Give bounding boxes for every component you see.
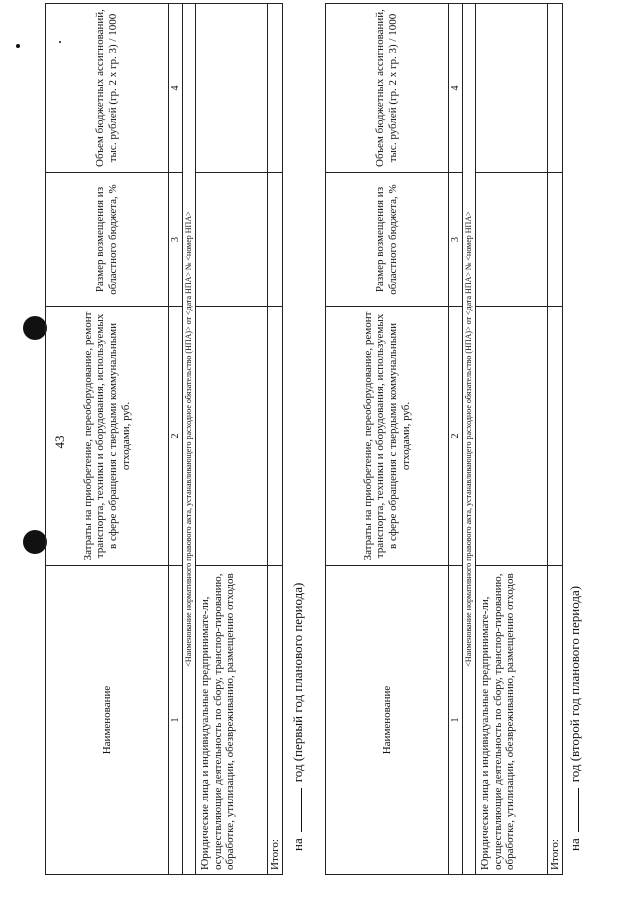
column-number: 2 — [169, 307, 183, 566]
total-volume[interactable] — [268, 4, 283, 173]
column-number: 2 — [449, 307, 463, 566]
cell-costs[interactable] — [476, 307, 548, 566]
cell-costs[interactable] — [196, 307, 268, 566]
cell-reimbursement[interactable] — [196, 173, 268, 307]
page-number: 43 — [52, 435, 67, 449]
column-number: 1 — [449, 566, 463, 875]
scan-speck — [16, 44, 20, 48]
header-name: Наименование — [46, 566, 169, 875]
budget-table-2 — [325, 3, 563, 875]
total-costs[interactable] — [548, 307, 563, 566]
total-label: Итого: — [268, 566, 283, 875]
year-blank[interactable] — [568, 788, 579, 832]
header-volume: Объем бюджетных ассигнований, тыс. рублей (гр. 2 х гр. 3) / 1000 — [46, 4, 169, 173]
header-reimbursement: Размер возмещения из областного бюджета, % — [326, 173, 449, 307]
cell-volume[interactable] — [196, 4, 268, 173]
header-name: Наименование — [326, 566, 449, 875]
row-label: Юридические лица и индивидуальные предпринимате-ли, осуществляющие деятельность по сбору, транспор-тированию, обработке, утилизации, обезвреживанию, размещению отходов — [476, 566, 548, 875]
total-reimbursement[interactable] — [268, 173, 283, 307]
total-volume[interactable] — [548, 4, 563, 173]
total-reimbursement[interactable] — [548, 173, 563, 307]
header-volume: Объем бюджетных ассигнований, тыс. рублей (гр. 2 х гр. 3) / 1000 — [326, 4, 449, 173]
column-number: 1 — [169, 566, 183, 875]
cell-reimbursement[interactable] — [476, 173, 548, 307]
column-number: 4 — [169, 4, 183, 173]
total-costs[interactable] — [268, 307, 283, 566]
total-label: Итого: — [548, 566, 563, 875]
row-label: Юридические лица и индивидуальные предпринимате-ли, осуществляющие деятельность по сбору, транспор-тированию, обработке, утилизации, обезвреживанию, размещению отходов — [196, 566, 268, 875]
period-caption-2: нагод (второй год планового периода) — [567, 585, 582, 851]
cell-volume[interactable] — [476, 4, 548, 173]
column-number: 3 — [449, 173, 463, 307]
npa-line: <Наименование нормативного правового акта, устанавливающего расходное обязательство (НПА)> от <дата НПА> № <номер НПА> — [463, 4, 476, 875]
punch-hole — [23, 530, 47, 554]
rotated-content — [45, 9, 585, 875]
header-costs: Затраты на приобретение, переоборудование, ремонт транспорта, техники и оборудования, используемых в сфере обращения с твердыми коммунальными отходами, руб. — [46, 307, 169, 566]
column-number: 4 — [449, 4, 463, 173]
header-costs: Затраты на приобретение, переоборудование, ремонт транспорта, техники и оборудования, используемых в сфере обращения с твердыми коммунальными отходами, руб. — [326, 307, 449, 566]
year-blank[interactable] — [291, 788, 302, 832]
npa-line: <Наименование нормативного правового акта, устанавливающего расходное обязательство (НПА)> от <дата НПА> № <номер НПА> — [183, 4, 196, 875]
period-caption-1: нагод (первый год планового периода) — [290, 582, 305, 851]
column-number: 3 — [169, 173, 183, 307]
header-reimbursement: Размер возмещения из областного бюджета, % — [46, 173, 169, 307]
punch-hole — [23, 316, 47, 340]
budget-table-1 — [45, 3, 283, 875]
